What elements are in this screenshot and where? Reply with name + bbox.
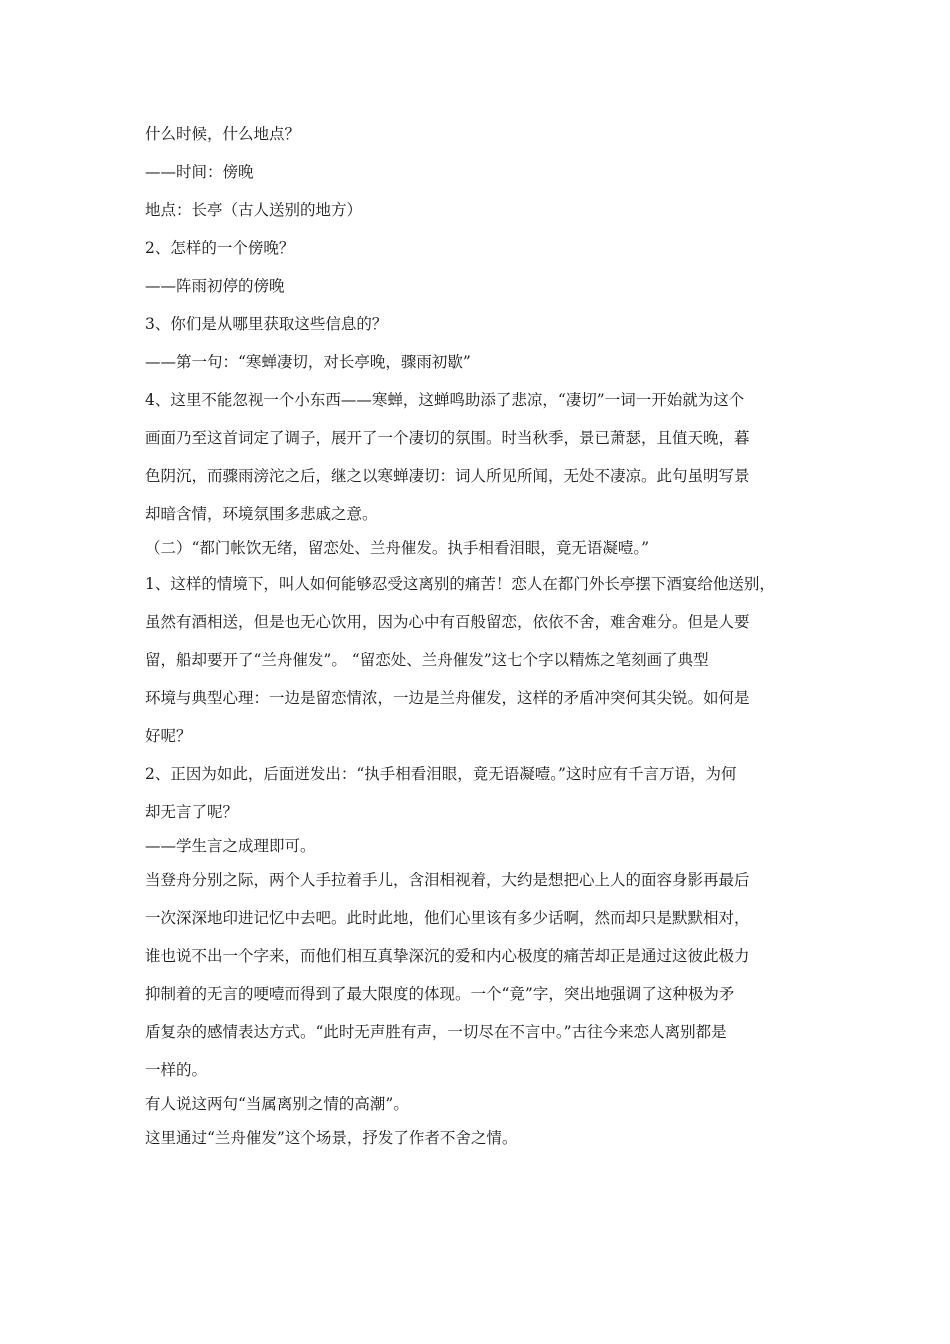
paragraph-line: 却无言了呢？ xyxy=(145,803,239,821)
section-2-paragraph-2 xyxy=(145,764,815,822)
paragraph-4 xyxy=(145,390,815,524)
paragraph-line: 一样的。 xyxy=(145,1061,208,1079)
paragraph-line: 色阴沉，而骤雨滂沱之后，继之以寒蝉凄切：词人所见所闻，无处不凄凉。此句虽明写景 xyxy=(145,467,750,485)
section-2-paragraph-1 xyxy=(145,574,815,746)
paragraph-line: 环境与典型心理：一边是留恋情浓，一边是兰舟催发，这样的矛盾冲突何其尖锐。如何是 xyxy=(145,689,750,707)
document-body xyxy=(145,124,815,1148)
paragraph-line: 却暗含情，环境氛围多悲戚之意。 xyxy=(145,505,378,523)
paragraph-line: 虽然有酒相送，但是也无心饮用，因为心中有百般留恋，依依不舍，难舍难分。但是人要 xyxy=(145,613,750,631)
paragraph-line: 2、正因为如此，后面迸发出：“执手相看泪眼，竟无语凝噎。”这时应有千言万语，为何 xyxy=(145,765,737,783)
paragraph-line: 当登舟分别之际，两个人手拉着手儿，含泪相视着，大约是想把心上人的面容身影再最后 xyxy=(145,871,750,889)
answer-2: ——阵雨初停的傍晚 xyxy=(145,277,285,295)
paragraph-line: 画面乃至这首词定了调子，展开了一个凄切的氛围。时当秋季，景已萧瑟，且值天晚，暮 xyxy=(145,429,750,447)
answer-time: ——时间：傍晚 xyxy=(145,163,254,181)
paragraph-line: 一次深深地印进记忆中去吧。此时此地，他们心里该有多少话啊，然而却只是默默相对， xyxy=(145,909,750,927)
paragraph-line: 4、这里不能忽视一个小东西——寒蝉，这蝉鸣助添了悲凉，“凄切”一词一开始就为这个 xyxy=(145,391,745,409)
section-2-answer-2: ——学生言之成理即可。 xyxy=(145,837,316,855)
section-2-paragraph-3 xyxy=(145,870,815,1080)
section-2-paragraph-4: 有人说这两句“当属离别之情的高潮”。 xyxy=(145,1095,409,1113)
section-2-heading: （二）“都门帐饮无绪，留恋处、兰舟催发。执手相看泪眼，竟无语凝噎。” xyxy=(145,539,650,557)
answer-place: 地点：长亭（古人送别的地方） xyxy=(145,201,363,219)
paragraph-line: 1、这样的情境下，叫人如何能够忍受这离别的痛苦！恋人在都门外长亭摆下酒宴给他送别， xyxy=(145,575,775,593)
question-when-where: 什么时候，什么地点？ xyxy=(145,125,301,143)
paragraph-line: 盾复杂的感情表达方式。“此时无声胜有声，一切尽在不言中。”古往今来恋人离别都是 xyxy=(145,1023,727,1041)
question-2: 2、怎样的一个傍晚？ xyxy=(145,239,295,257)
section-2-paragraph-5: 这里通过“兰舟催发”这个场景，抒发了作者不舍之情。 xyxy=(145,1129,518,1147)
paragraph-line: 谁也说不出一个字来，而他们相互真挚深沉的爱和内心极度的痛苦却正是通过这彼此极力 xyxy=(145,947,750,965)
question-3: 3、你们是从哪里获取这些信息的？ xyxy=(145,315,388,333)
paragraph-line: 抑制着的无言的哽噎而得到了最大限度的体现。一个“竟”字，突出地强调了这种极为矛 xyxy=(145,985,735,1003)
paragraph-line: 好呢？ xyxy=(145,727,192,745)
paragraph-line: 留，船却要开了“兰舟催发”。 “留恋处、兰舟催发”这七个字以精炼之笔刻画了典型 xyxy=(145,651,709,669)
answer-3: ——第一句：“寒蝉凄切，对长亭晚，骤雨初歇” xyxy=(145,353,471,371)
